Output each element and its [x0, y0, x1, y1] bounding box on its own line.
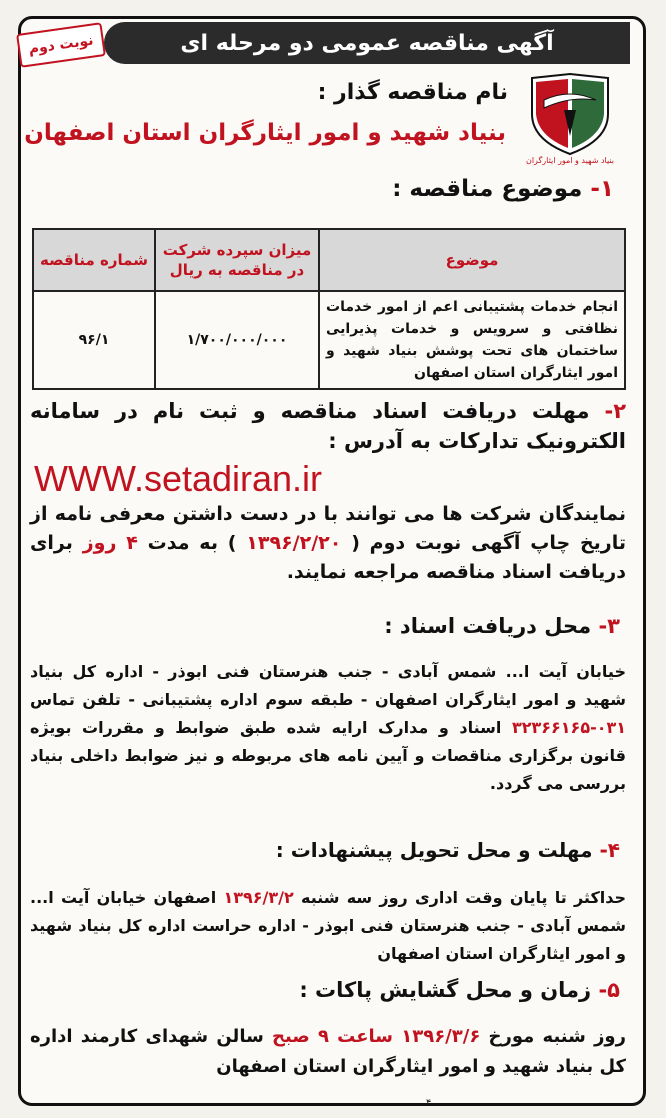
section-5-text-after: سالن شهدای کارمند اداره کل بنیاد شهید و امور ایثارگران استان اصفهان — [30, 1026, 626, 1077]
section-5-body — [30, 1022, 626, 1082]
section-2-body — [30, 500, 626, 587]
section-2-title: مهلت دریافت اسناد مناقصه و ثبت نام در سامانه الکترونیک تدارکات به آدرس : — [30, 399, 626, 453]
section-2-text-mid: ) به مدت — [147, 532, 237, 554]
section-3-text-before-phone: خیابان آیت ا... شمس آبادی - جنب هنرستان فنی ابوذر - اداره کل بنیاد شهید و امور ایثارگران اصفهان - طبقه سوم اداره پشتیبانی - تلفن تماس — [30, 662, 626, 709]
section-2-text-after: برای دریافت اسناد مناقصه مراجعه نمایند. — [30, 532, 626, 583]
section-5-date: ۱۳۹۶/۳/۶ — [401, 1026, 481, 1047]
header-subject: موضوع — [319, 229, 625, 291]
table-row — [33, 291, 625, 389]
section-3-heading — [384, 614, 620, 638]
section-4-text-before-date: حداکثر تا پایان وقت اداری روز سه شنبه — [301, 888, 627, 907]
section-1-number: ۱- — [590, 176, 614, 202]
section-1-heading — [392, 176, 614, 202]
section-4-body — [30, 884, 626, 968]
section-3-text-after-phone: اسناد و مدارک ارایه شده طبق ضوابط و مقررات بویژه قانون برگزاری مناقصات و آیین نامه های مربوطه و نیز ضوابط داخلی بنیاد بررسی می گردد. — [30, 718, 626, 793]
section-4-heading — [276, 838, 620, 862]
section-4-date: ۱۳۹۶/۳/۲ — [223, 888, 294, 907]
section-3-number: ۳- — [598, 614, 620, 638]
section-5-number: ۵- — [598, 978, 620, 1002]
header-deposit-line2: در مناقصه به ریال — [169, 261, 305, 279]
header-deposit-line1: میزان سپرده شرکت — [162, 241, 312, 259]
tenderer-label: نام مناقصه گذار : — [317, 80, 508, 105]
ad-title: آگهی مناقصه عمومی دو مرحله ای — [180, 30, 554, 56]
tender-website-link[interactable]: WWW.setadiran.ir — [34, 458, 323, 499]
organization-logo — [524, 70, 616, 180]
section-5-text-before-date: روز شنبه مورخ — [488, 1026, 626, 1047]
cell-deposit: ۱/۷۰۰/۰۰۰/۰۰۰ — [155, 291, 319, 389]
section-3-body — [30, 658, 626, 798]
footer-mark: ۴ — [426, 1098, 432, 1109]
section-1-title: موضوع مناقصه : — [392, 176, 583, 202]
logo-caption: بنیاد شهید و امور ایثارگران — [525, 156, 615, 165]
section-2-date: ۱۳۹۶/۲/۲۰ — [246, 532, 342, 554]
table-header-row — [33, 229, 625, 291]
tender-table — [32, 228, 626, 390]
ad-title-banner — [104, 22, 630, 64]
header-number: شماره مناقصه — [33, 229, 155, 291]
emblem-icon — [524, 70, 616, 156]
section-5-heading — [299, 978, 620, 1002]
section-4-text-after-date: اصفهان خیابان آیت ا... شمس آبادی - جنب هنرستان فنی ابوذر - اداره حراست اداره کل بنیاد شهید و امور ایثارگران استان اصفهان — [30, 888, 626, 963]
section-2-text-before-date: نمایندگان شرکت ها می توانند با در دست داشتن معرفی نامه از تاریخ چاپ آگهی نوبت دوم ( — [30, 503, 627, 554]
section-5-title: زمان و محل گشایش پاکات : — [299, 978, 592, 1002]
section-2-heading — [30, 396, 626, 456]
section-2-number: ۲- — [604, 399, 627, 423]
section-4-title: مهلت و محل تحویل پیشنهادات : — [275, 838, 593, 862]
section-5-time: ساعت ۹ صبح — [272, 1026, 393, 1047]
tenderer-name: بنیاد شهید و امور ایثارگران استان اصفهان — [24, 120, 506, 146]
section-4-number: ۴- — [599, 838, 620, 862]
section-2-days: ۴ روز — [82, 532, 138, 554]
cell-number: ۹۶/۱ — [33, 291, 155, 389]
section-3-phone: ۰۳۱-۳۲۳۶۶۱۶۵ — [511, 718, 627, 737]
cell-subject: انجام خدمات پشتیبانی اعم از امور خدمات نظافتی و سرویس و خدمات پذیرایی ساختمان های تحت پوشش بنیاد شهید و امور ایثارگران استان اصفهان — [319, 291, 625, 389]
header-deposit — [155, 229, 319, 291]
edition-tag: نوبت دوم — [16, 22, 106, 68]
section-3-title: محل دریافت اسناد : — [384, 614, 592, 638]
